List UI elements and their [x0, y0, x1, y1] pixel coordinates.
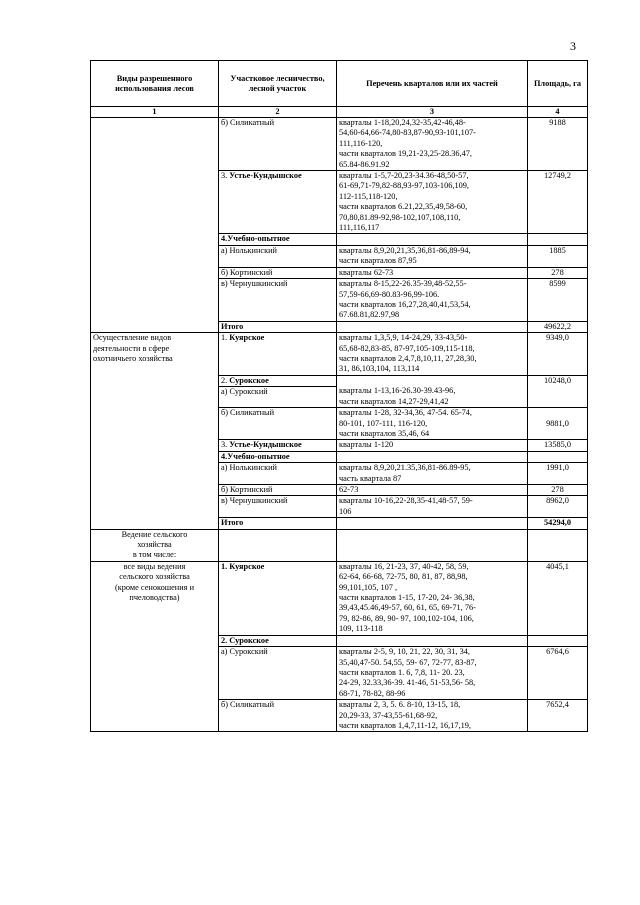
forestry-cell: 3. Устье-Кундышское	[219, 171, 337, 234]
text-line: кварталы 8-15,22-26.35-39,48-52,55-	[339, 279, 467, 289]
area-cell: 9349,0	[528, 333, 588, 376]
text-line: 111,116,117	[339, 223, 380, 233]
text-line: 99,101,105, 107 ,	[339, 582, 398, 592]
total-label: Итого	[219, 518, 337, 529]
area-cell: 9188	[528, 118, 588, 171]
text-line: 57,59-66,69-80.83-96,99-106.	[339, 289, 440, 299]
text-line: части кварталов 87,95	[339, 256, 417, 266]
header-num-4: 4	[528, 107, 588, 118]
area-cell: 4045,1	[528, 561, 588, 635]
text-line: части кварталов 1,4,7,11-12, 16,17,19,	[339, 720, 471, 730]
table-row	[91, 561, 588, 635]
text-line: части кварталов 1-15, 17-20, 24- 36,38,	[339, 593, 475, 603]
text-line: 80-101, 107-111, 116-120,	[339, 418, 428, 428]
text-line: 54,60-64,66-74,80-83,87-90,93-101,107-	[339, 128, 476, 138]
text-line: 31, 86,103,104, 113,114	[339, 364, 420, 374]
header-num-3: 3	[337, 107, 528, 118]
area-cell: 278	[528, 267, 588, 278]
text-line: 20,29-33, 37-43,55-61,68-92,	[339, 710, 438, 720]
quarters-cell	[337, 118, 528, 171]
header-area: Площадь, га	[528, 61, 588, 107]
text-line: Осуществление видов	[93, 333, 172, 343]
forestry-cell: 2. Сурокское	[219, 375, 337, 386]
use-type-cell	[91, 333, 219, 530]
forestry-cell: 3. Устье-Кундышское	[219, 440, 337, 451]
quarters-cell	[337, 647, 528, 700]
header-forestry: Участковое лесничество, лесной участок	[219, 61, 337, 107]
total-area: 49622,2	[528, 321, 588, 332]
area-cell: 8962,0	[528, 496, 588, 518]
area-cell: 1885	[528, 245, 588, 267]
use-type-cell	[91, 529, 219, 561]
text-line: пчеловодства)	[129, 593, 180, 603]
area-cell: 7652,4	[528, 700, 588, 732]
quarters-cell	[337, 463, 528, 485]
quarters-cell	[337, 375, 528, 407]
text-line: 111,116-120,	[339, 138, 383, 148]
text-line: 70,80,81.89-92,98-102,107,108,110,	[339, 212, 461, 222]
text-line: кварталы 1-120	[339, 440, 394, 450]
text-line: хозяйства	[137, 540, 172, 550]
text-line: 62-73	[339, 485, 359, 494]
text-line: 39,43,45.46,49-57, 60, 61, 65, 69-71, 76-	[339, 603, 476, 613]
header-quarters: Перечень кварталов или их частей	[337, 61, 528, 107]
quarters-cell	[337, 171, 528, 234]
text-line: части кварталов 6.21,22,35,49,58-60,	[339, 202, 468, 212]
area-cell: 13585,0	[528, 440, 588, 451]
text-line: 61-69,71-79,82-88,93-97,103-106,109,	[339, 181, 469, 191]
text-line: кварталы 1-28, 32-34,36, 47-54. 65-74,	[339, 408, 473, 418]
table-row	[91, 118, 588, 171]
text-line: кварталы 16, 21-23, 37, 40-42, 58, 59,	[339, 561, 469, 571]
area-cell	[528, 234, 588, 245]
quarters-cell	[337, 496, 528, 518]
quarters-cell	[337, 518, 528, 529]
quarters-cell	[337, 234, 528, 245]
quarters-cell	[337, 440, 528, 451]
forestry-cell: 1. Куярское	[219, 561, 337, 635]
text-line: сельского хозяйства	[119, 572, 190, 582]
table-header-row	[91, 61, 588, 107]
text-line: деятельности в сфере	[93, 343, 170, 353]
area-cell	[528, 635, 588, 646]
forestry-cell: а) Сурокский	[219, 387, 337, 408]
area-cell: 9881,0	[528, 408, 588, 440]
quarters-cell	[337, 408, 528, 440]
area-cell: 6764,6	[528, 647, 588, 700]
text-line: 62-64, 66-68, 72-75, 80, 81, 87, 88,98,	[339, 572, 468, 582]
quarters-cell	[337, 279, 528, 322]
quarters-cell	[337, 451, 528, 462]
area-cell: 278	[528, 485, 588, 496]
forest-use-table	[90, 60, 588, 732]
text-line: кварталы 8,9,20,21.35,36,81-86.89-95,	[339, 463, 471, 473]
forestry-cell: б) Кортинский	[219, 485, 337, 496]
text-line: (кроме сенокошения и	[114, 582, 195, 592]
text-line: части кварталов 1. 6, 7,8, 11- 20. 23,	[339, 667, 465, 677]
table-numbering-row	[91, 107, 588, 118]
header-num-2: 2	[219, 107, 337, 118]
text-line: части кварталов 19,21-23,25-28.36,47,	[339, 149, 472, 159]
total-label: Итого	[219, 321, 337, 332]
quarters-cell	[337, 485, 528, 496]
forestry-cell: в) Чернушкинский	[219, 496, 337, 518]
quarters-cell	[337, 245, 528, 267]
forestry-cell: б) Силикатный	[219, 408, 337, 440]
text-line: 79, 82-86, 89, 90- 97, 100,102-104, 106,	[339, 613, 474, 623]
total-area: 54294,0	[528, 518, 588, 529]
header-num-1: 1	[91, 107, 219, 118]
forestry-cell	[219, 529, 337, 561]
quarters-cell	[337, 529, 528, 561]
quarters-cell	[337, 635, 528, 646]
area-cell	[528, 529, 588, 561]
text-line: 35,40,47-50. 54,55, 59- 67, 72-77, 83-87,	[339, 657, 477, 667]
quarters-cell	[337, 333, 528, 376]
area-cell	[528, 451, 588, 462]
text-line: части кварталов 2,4,7,8,10,11, 27,28,30,	[339, 353, 477, 363]
forestry-cell: 1. Куярское	[219, 333, 337, 376]
text-line: часть квартала 87	[339, 473, 402, 483]
text-line: кварталы 1-5,7-20,23-34.36-48,50-57,	[339, 171, 469, 181]
forestry-cell: б) Силикатный	[219, 118, 337, 171]
quarters-cell	[337, 700, 528, 732]
text-line: 24-29, 32.33,36-39. 41-46, 51-53,56- 58,	[339, 678, 476, 688]
table-row	[91, 529, 588, 561]
text-line: 109, 113-118	[339, 624, 383, 634]
forestry-cell: б) Силикатный	[219, 700, 337, 732]
forestry-cell: 2. Сурокское	[219, 635, 337, 646]
text-line: части кварталов 14,27-29,41,42	[339, 396, 449, 406]
text-line: все виды ведения	[123, 561, 186, 571]
forestry-cell: 4.Учебно-опытное	[219, 451, 337, 462]
area-cell: 10248,0	[528, 375, 588, 407]
forestry-cell: 4.Учебно-опытное	[219, 234, 337, 245]
forestry-cell: б) Кортинский	[219, 267, 337, 278]
text-line: 68-71, 78-82, 88-96	[339, 688, 406, 698]
header-use-type: Виды разрешенного использования лесов	[91, 61, 219, 107]
use-type-cell	[91, 118, 219, 333]
text-line: Ведение сельского	[121, 529, 188, 539]
text-line: части кварталов 16,27,28,40,41,53,54,	[339, 299, 471, 309]
text-line: части кварталов 35,46, 64	[339, 428, 430, 438]
quarters-cell	[337, 267, 528, 278]
text-line: 106	[339, 506, 352, 516]
text-line: 112-115,118-120,	[339, 191, 398, 201]
quarters-cell	[337, 561, 528, 635]
text-line: кварталы 10-16,22-28,35-41,48-57, 59-	[339, 496, 473, 506]
text-line: кварталы 62-73	[339, 267, 394, 277]
text-line: кварталы 2, 3, 5. 6. 8-10, 13-15, 18,	[339, 700, 461, 710]
page-number: 3	[570, 39, 576, 53]
area-cell: 12749,2	[528, 171, 588, 234]
text-line: кварталы 2-5, 9, 10, 21, 22, 30, 31, 34,	[339, 647, 470, 657]
use-type-cell	[91, 561, 219, 732]
text-line: кварталы 1-18,20,24,32-35,42-46,48-	[339, 118, 466, 127]
area-cell: 8599	[528, 279, 588, 322]
table-row	[91, 333, 588, 376]
text-line: 65.84-86.91.92	[339, 159, 390, 169]
forestry-cell: в) Чернушкинский	[219, 279, 337, 322]
forestry-cell: а) Сурокский	[219, 647, 337, 700]
forestry-cell: а) Нолькинский	[219, 245, 337, 267]
quarters-cell	[337, 321, 528, 332]
forestry-cell: а) Нолькинский	[219, 463, 337, 485]
text-line: 67.68.81,82.97,98	[339, 310, 400, 320]
text-line: в том числе:	[132, 550, 177, 560]
text-line: охотничьего хозяйства	[93, 353, 173, 363]
text-line: кварталы 1,3,5,9, 14-24,29, 33-43,50-	[339, 333, 468, 343]
area-cell: 1991,0	[528, 463, 588, 485]
text-line: 65,68-82,83-85, 87-97,105-109,115-118,	[339, 343, 475, 353]
text-line: кварталы 8,9,20,21,35,36,81-86,89-94,	[339, 245, 471, 255]
text-line: кварталы 1-13,16-26.30-39.43-96,	[339, 386, 456, 396]
